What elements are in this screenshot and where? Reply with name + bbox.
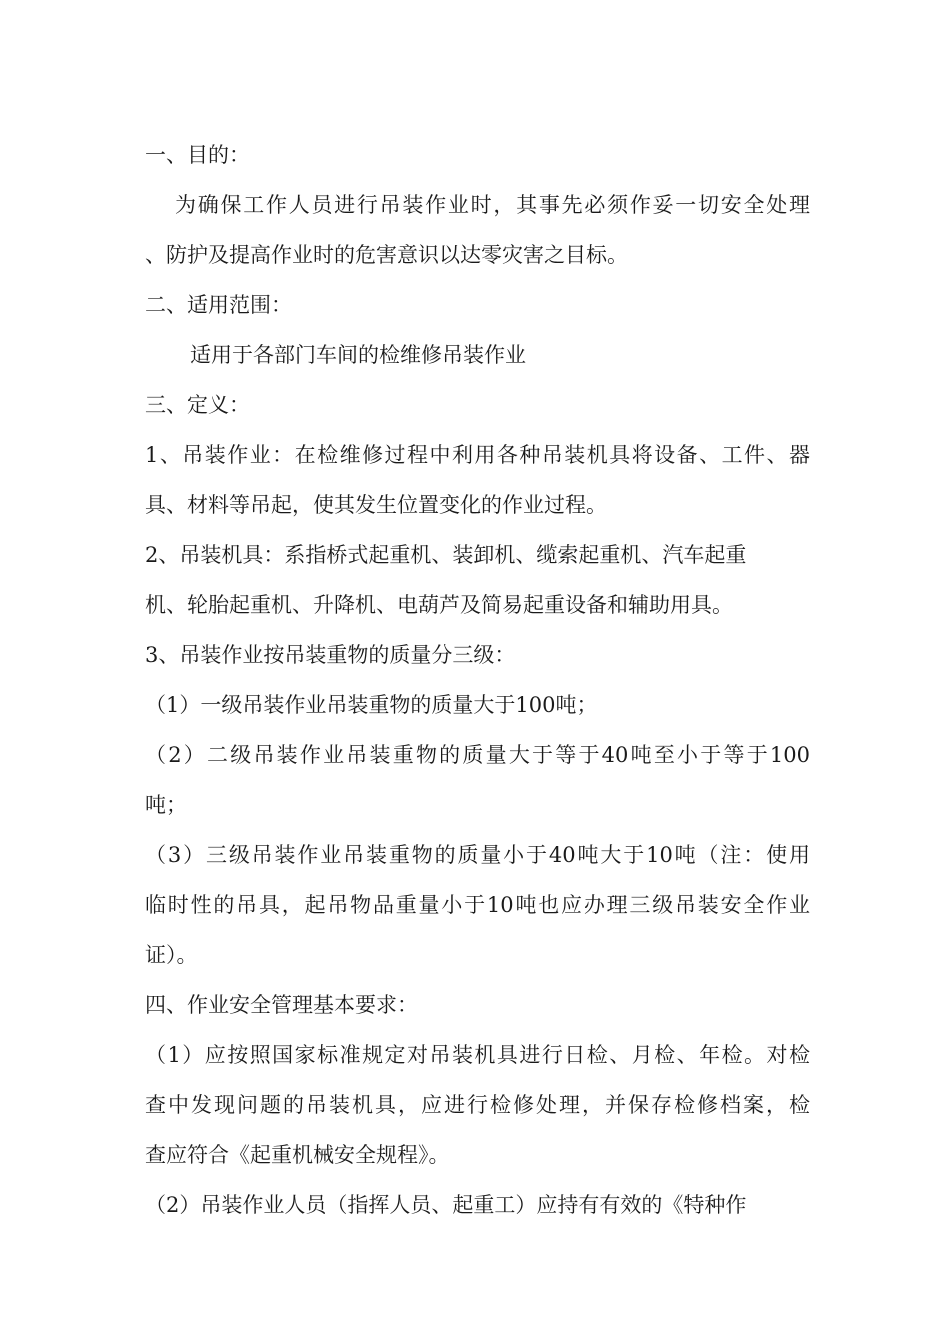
heading-purpose: 一、目的： (145, 143, 250, 167)
paragraph-line: 为确保工作人员进行吊装作业时，其事先必须作妥一切安全处理 (175, 193, 810, 217)
heading-scope: 二、适用范围： (145, 293, 292, 317)
paragraph-line: 查中发现问题的吊装机具，应进行检修处理，并保存检修档案，检 (145, 1093, 810, 1117)
paragraph-line: 1、吊装作业：在检维修过程中利用各种吊装机具将设备、工件、器 (145, 443, 810, 467)
paragraph-line: 具、材料等吊起，使其发生位置变化的作业过程。 (145, 493, 607, 517)
paragraph-line: （3）三级吊装作业吊装重物的质量小于40吨大于10吨（注：使用 (145, 843, 810, 867)
paragraph-line: 证）。 (145, 943, 198, 967)
document-body (145, 130, 810, 1230)
paragraph-line: （1）应按照国家标准规定对吊装机具进行日检、月检、年检。对检 (145, 1043, 810, 1067)
paragraph-line: 机、轮胎起重机、升降机、电葫芦及简易起重设备和辅助用具。 (145, 593, 733, 617)
heading-requirements: 四、作业安全管理基本要求： (145, 993, 418, 1017)
paragraph-line: 吨； (145, 793, 187, 817)
paragraph-line: 查应符合《起重机械安全规程》。 (145, 1143, 450, 1167)
paragraph-line: （2）吊装作业人员（指挥人员、起重工）应持有有效的《特种作 (145, 1193, 747, 1217)
heading-definitions: 三、定义： (145, 393, 250, 417)
paragraph-line: 3、吊装作业按吊装重物的质量分三级： (145, 643, 516, 667)
paragraph-line: （2）二级吊装作业吊装重物的质量大于等于40吨至小于等于100 (145, 743, 810, 767)
paragraph-line: 、防护及提高作业时的危害意识以达零灾害之目标。 (145, 243, 628, 267)
paragraph-line: 临时性的吊具，起吊物品重量小于10吨也应办理三级吊装安全作业 (145, 893, 810, 917)
paragraph-line: （1）一级吊装作业吊装重物的质量大于100吨； (145, 693, 598, 717)
paragraph-line: 2、吊装机具：系指桥式起重机、装卸机、缆索起重机、汽车起重 (145, 543, 747, 567)
paragraph-line: 适用于各部门车间的检维修吊装作业 (190, 343, 526, 367)
